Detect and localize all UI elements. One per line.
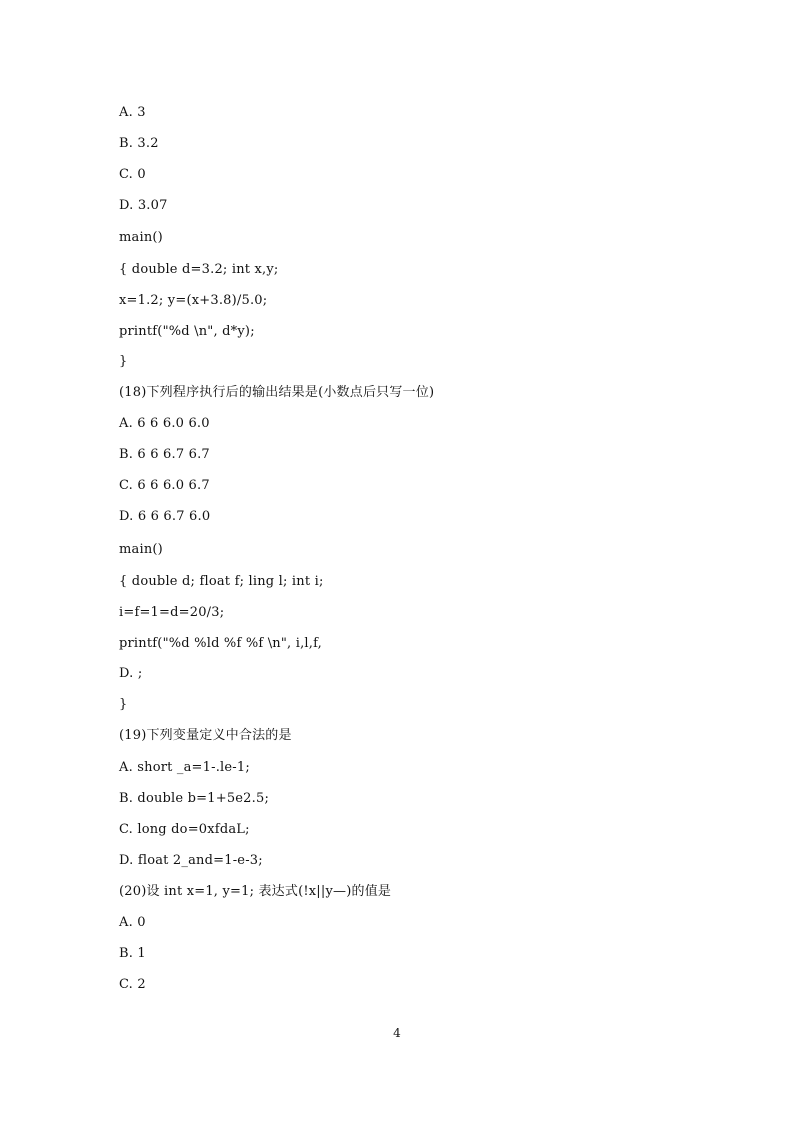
option-c-q17: C. 0: [119, 167, 146, 182]
code-line-d: D. ;: [119, 666, 143, 681]
code-line-declare: { double d; float f; ling l; int i;: [119, 574, 324, 589]
option-b-q20: B. 1: [119, 946, 146, 961]
question-18: (18)下列程序执行后的输出结果是(小数点后只写一位): [119, 385, 435, 400]
option-c-q20: C. 2: [119, 977, 146, 992]
option-c-q19: C. long do=0xfdaL;: [119, 822, 250, 837]
code-line-printf: printf("%d %ld %f %f \n", i,l,f,: [119, 636, 322, 651]
option-b-q18: B. 6 6 6.7 6.7: [119, 447, 210, 462]
page-number: 4: [393, 1026, 401, 1040]
code-line-declare: { double d=3.2; int x,y;: [119, 262, 279, 277]
option-b-q17: B. 3.2: [119, 136, 159, 151]
question-20: (20)设 int x=1, y=1; 表达式(!x||y—)的值是: [119, 884, 392, 899]
code-line-assign: x=1.2; y=(x+3.8)/5.0;: [119, 293, 268, 308]
option-a-q20: A. 0: [119, 915, 146, 930]
option-a-q17: A. 3: [119, 105, 146, 120]
code-line-main: main(): [119, 230, 163, 245]
code-line-main: main(): [119, 542, 163, 557]
option-d-q19: D. float 2_and=1-e-3;: [119, 853, 263, 868]
option-c-q18: C. 6 6 6.0 6.7: [119, 478, 210, 493]
option-a-q18: A. 6 6 6.0 6.0: [119, 416, 210, 431]
question-19: (19)下列变量定义中合法的是: [119, 728, 292, 743]
code-line-close-brace: }: [119, 697, 128, 712]
code-line-printf: printf("%d \n", d*y);: [119, 324, 255, 339]
option-b-q19: B. double b=1+5e2.5;: [119, 791, 270, 806]
option-d-q17: D. 3.07: [119, 198, 168, 213]
option-d-q18: D. 6 6 6.7 6.0: [119, 509, 211, 524]
code-line-assign: i=f=1=d=20/3;: [119, 605, 225, 620]
code-line-close-brace: }: [119, 354, 128, 369]
option-a-q19: A. short _a=1-.le-1;: [119, 760, 250, 775]
